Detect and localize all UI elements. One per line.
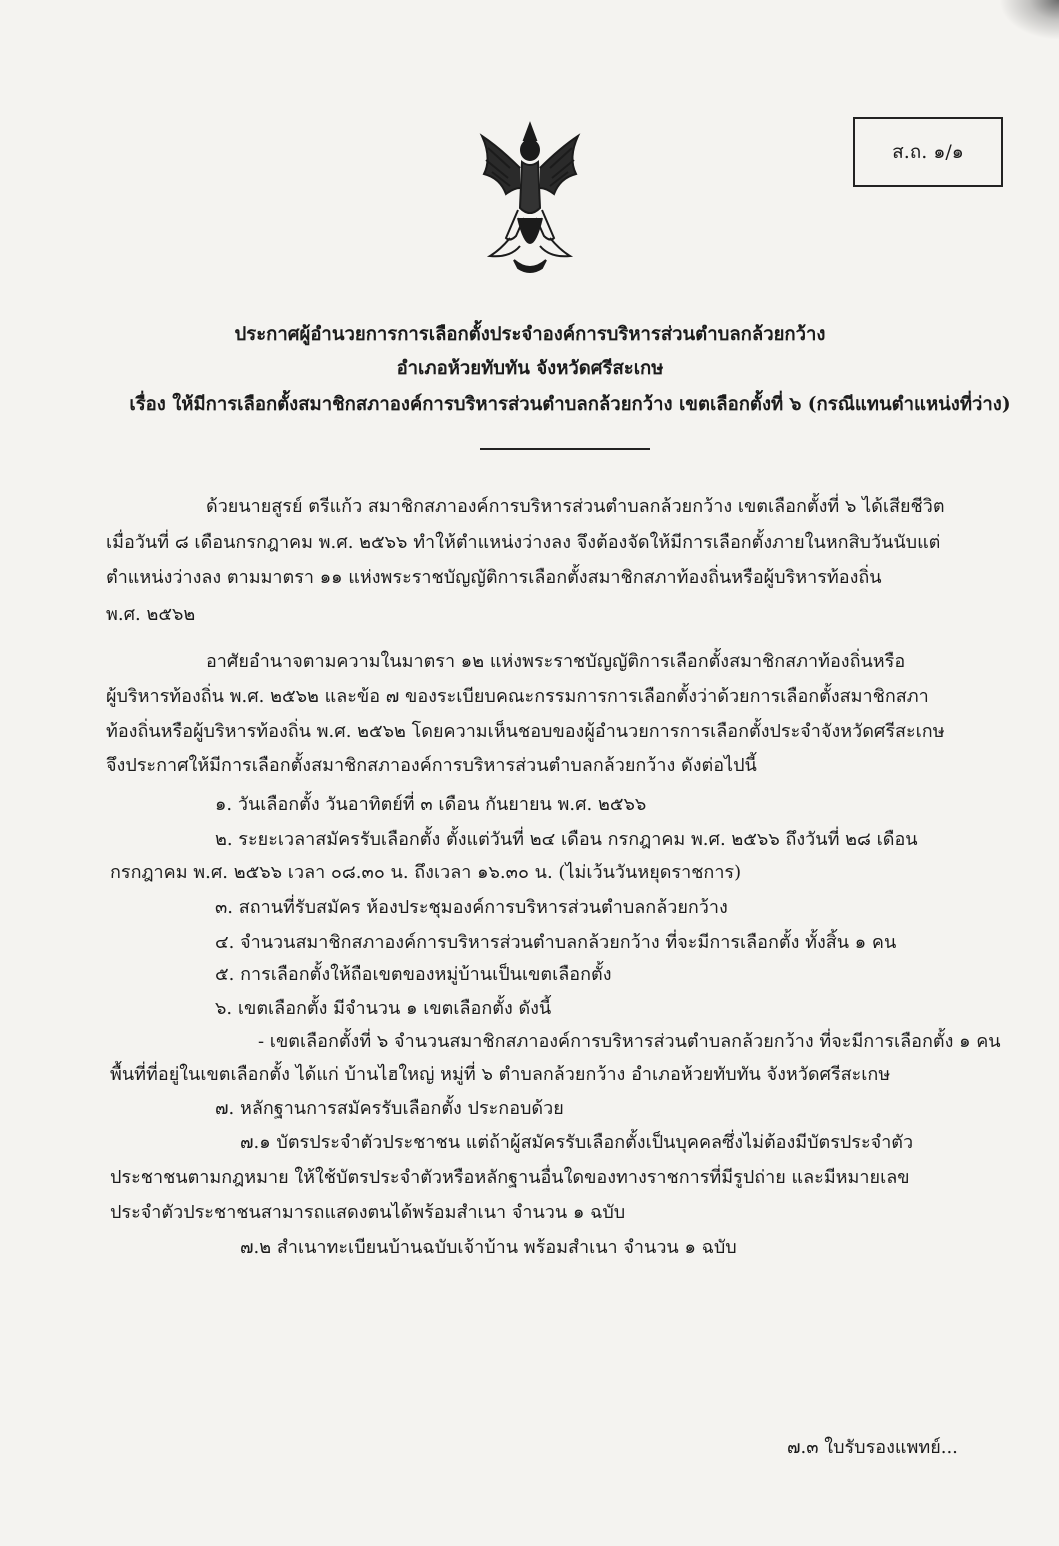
list-item: ๕. การเลือกตั้งให้ถือเขตของหมู่บ้านเป็นเขตเลือกตั้ง [215, 964, 612, 985]
list-item: ๓. สถานที่รับสมัคร ห้องประชุมองค์การบริหารส่วนตำบลกล้วยกว้าง [215, 897, 728, 918]
form-code-box [853, 117, 1003, 187]
list-subitem: ๗.๒ สำเนาทะเบียนบ้านฉบับเจ้าบ้าน พร้อมสำเนา จำนวน ๑ ฉบับ [240, 1237, 737, 1258]
heading-line-2: อำเภอห้วยทับทัน จังหวัดศรีสะเกษ [396, 358, 664, 379]
list-item: ๑. วันเลือกตั้ง วันอาทิตย์ที่ ๓ เดือน กันยายน พ.ศ. ๒๕๖๖ [215, 794, 647, 815]
paragraph-2-line: จึงประกาศให้มีการเลือกตั้งสมาชิกสภาองค์การบริหารส่วนตำบลกล้วยกว้าง ดังต่อไปนี้ [106, 755, 757, 776]
paragraph-1-line: พ.ศ. ๒๕๖๒ [106, 604, 196, 625]
list-item-continuation: พื้นที่ที่อยู่ในเขตเลือกตั้ง ได้แก่ บ้านไฮใหญ่ หมู่ที่ ๖ ตำบลกล้วยกว้าง อำเภอห้วยทับทัน จังหวัดศรีสะเกษ [110, 1064, 891, 1085]
list-item-continuation: ประจำตัวประชาชนสามารถแสดงตนได้พร้อมสำเนา จำนวน ๑ ฉบับ [110, 1202, 626, 1223]
list-subitem: ๗.๑ บัตรประจำตัวประชาชน แต่ถ้าผู้สมัครรับเลือกตั้งเป็นบุคคลซึ่งไม่ต้องมีบัตรประจำตัว [240, 1132, 914, 1153]
paragraph-2-line: ผู้บริหารท้องถิ่น พ.ศ. ๒๕๖๒ และข้อ ๗ ของระเบียบคณะกรรมการการเลือกตั้งว่าด้วยการเลือกตั้งสมาชิกสภา [106, 686, 929, 707]
continuation-note: ๗.๓ ใบรับรองแพทย์... [787, 1437, 958, 1458]
scan-corner-shadow [999, 0, 1059, 40]
list-item: ๖. เขตเลือกตั้ง มีจำนวน ๑ เขตเลือกตั้ง ดังนี้ [215, 998, 552, 1019]
paragraph-1-line: ตำแหน่งว่างลง ตามมาตรา ๑๑ แห่งพระราชบัญญัติการเลือกตั้งสมาชิกสภาท้องถิ่นหรือผู้บริหารท้องถิ่น [106, 567, 882, 588]
garuda-emblem-icon [470, 118, 590, 278]
paragraph-1-line: ด้วยนายสูรย์ ตรีแก้ว สมาชิกสภาองค์การบริหารส่วนตำบลกล้วยกว้าง เขตเลือกตั้งที่ ๖ ได้เสียชีวิต [206, 496, 945, 517]
paragraph-1-line: เมื่อวันที่ ๘ เดือนกรกฎาคม พ.ศ. ๒๕๖๖ ทำให้ตำแหน่งว่างลง จึงต้องจัดให้มีการเลือกตั้งภายในหกสิบวันนับแต่ [106, 532, 941, 553]
list-item: ๗. หลักฐานการสมัครรับเลือกตั้ง ประกอบด้วย [215, 1098, 564, 1119]
list-item: ๔. จำนวนสมาชิกสภาองค์การบริหารส่วนตำบลกล้วยกว้าง ที่จะมีการเลือกตั้ง ทั้งสิ้น ๑ คน [215, 932, 897, 953]
heading-subject: เรื่อง ให้มีการเลือกตั้งสมาชิกสภาองค์การบริหารส่วนตำบลกล้วยกว้าง เขตเลือกตั้งที่ ๖ (กรณีแทนตำแหน่งที่ว่าง) [129, 394, 1011, 415]
list-subitem: - เขตเลือกตั้งที่ ๖ จำนวนสมาชิกสภาองค์การบริหารส่วนตำบลกล้วยกว้าง ที่จะมีการเลือกตั้ง ๑ คน [258, 1031, 1001, 1052]
paragraph-2-line: อาศัยอำนาจตามความในมาตรา ๑๒ แห่งพระราชบัญญัติการเลือกตั้งสมาชิกสภาท้องถิ่นหรือ [206, 651, 906, 672]
heading-divider [480, 448, 650, 450]
list-item-continuation: กรกฎาคม พ.ศ. ๒๕๖๖ เวลา ๐๘.๓๐ น. ถึงเวลา ๑๖.๓๐ น. (ไม่เว้นวันหยุดราชการ) [110, 862, 742, 883]
form-code: ส.ถ. ๑/๑ [892, 141, 964, 163]
list-item-continuation: ประชาชนตามกฎหมาย ให้ใช้บัตรประจำตัวหรือหลักฐานอื่นใดของทางราชการที่มีรูปถ่าย และมีหมายเลข [110, 1167, 910, 1188]
paragraph-2-line: ท้องถิ่นหรือผู้บริหารท้องถิ่น พ.ศ. ๒๕๖๒ โดยความเห็นชอบของผู้อำนวยการการเลือกตั้งประจำจังหวัดศรีสะเกษ [106, 721, 945, 742]
list-item: ๒. ระยะเวลาสมัครรับเลือกตั้ง ตั้งแต่วันที่ ๒๔ เดือน กรกฎาคม พ.ศ. ๒๕๖๖ ถึงวันที่ ๒๘ เดือน [215, 829, 918, 850]
heading-line-1: ประกาศผู้อำนวยการการเลือกตั้งประจำองค์การบริหารส่วนตำบลกล้วยกว้าง [234, 324, 826, 345]
